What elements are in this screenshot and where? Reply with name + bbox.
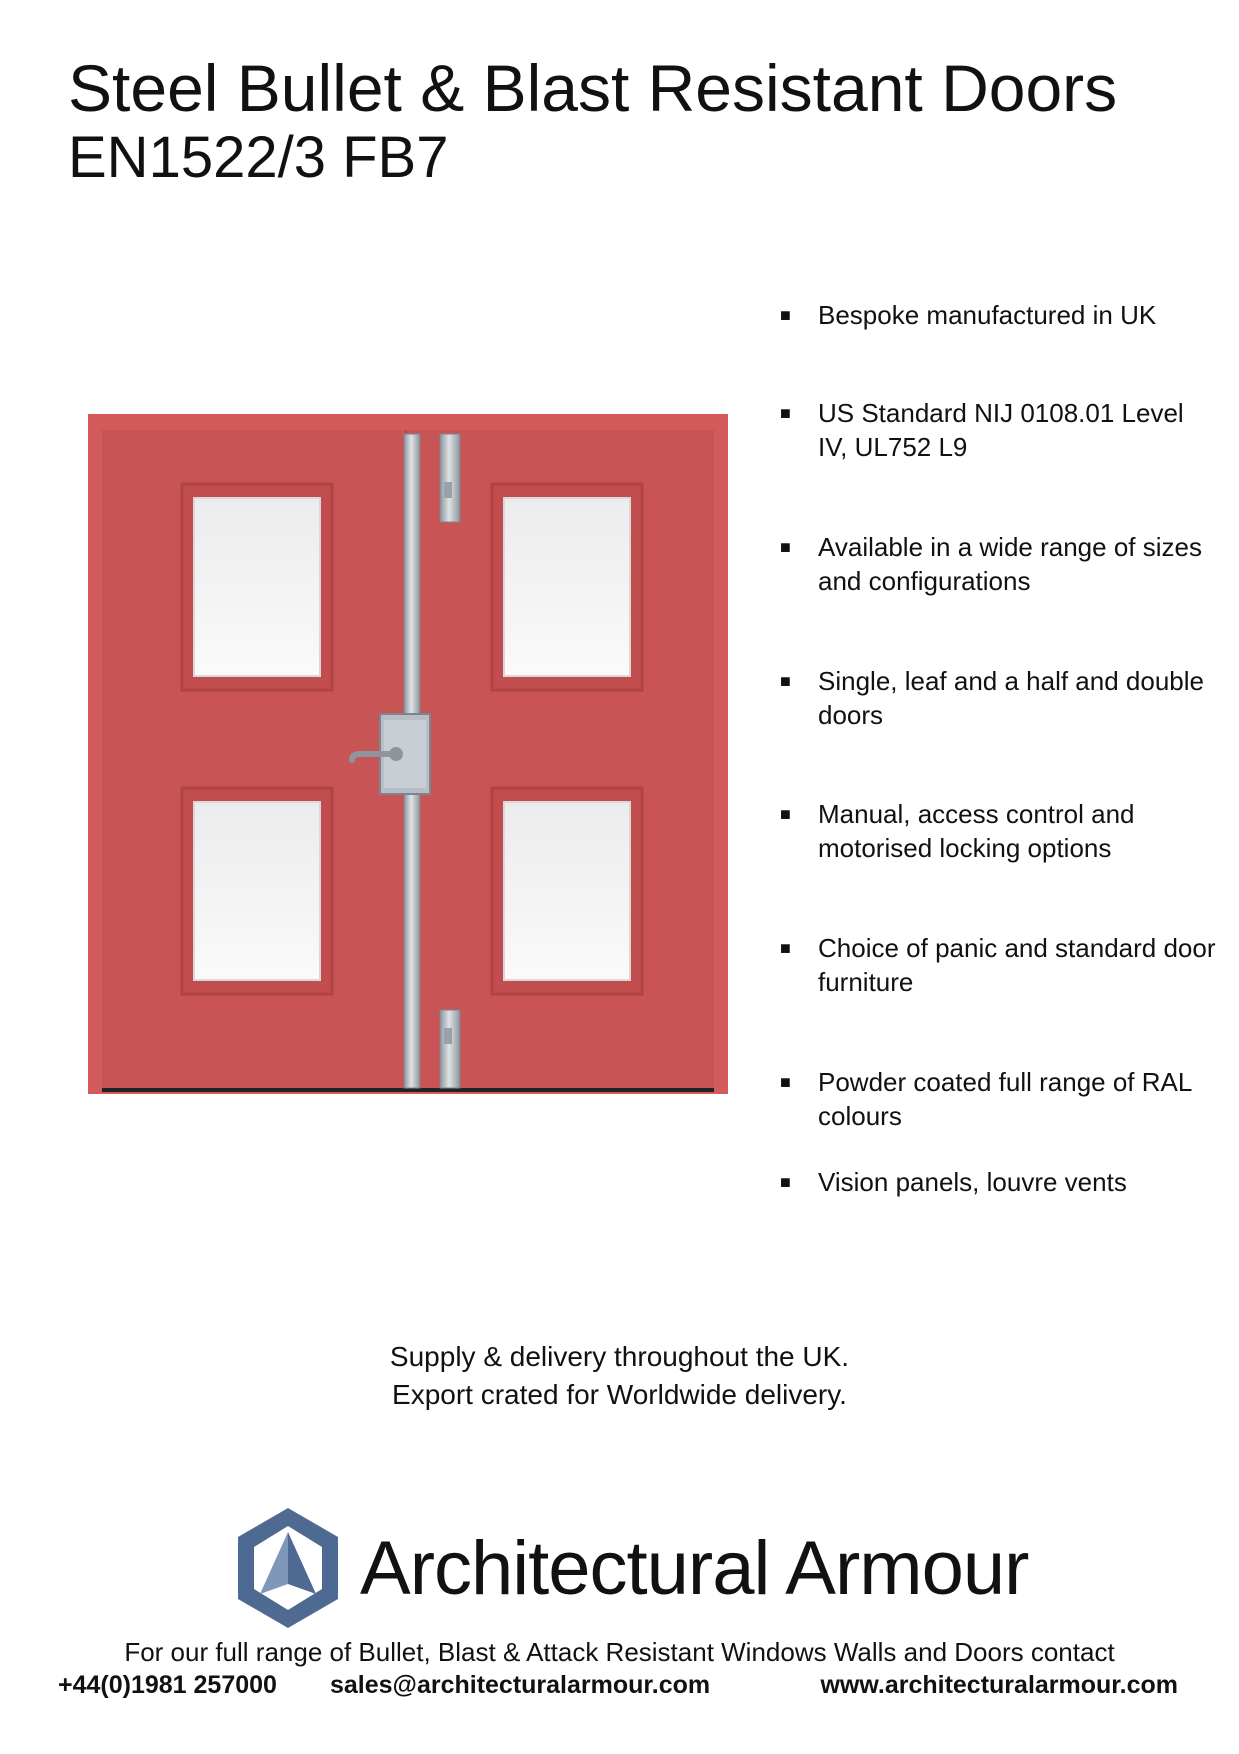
bottom-bolt [440,1010,460,1088]
bullet-icon: ■ [780,1172,791,1192]
feature-item: ■ Vision panels, louvre vents [780,1167,1127,1197]
delivery-line-2: Export crated for Worldwide delivery. [392,1379,847,1410]
feature-item: ■ Bespoke manufactured in UK [780,300,1157,330]
bullet-icon: ■ [780,537,791,557]
vision-panel-top-left [182,484,332,690]
phone-number[interactable]: +44(0)1981 257000 [58,1671,277,1699]
website-link[interactable]: www.architecturalarmour.com [820,1671,1178,1699]
email-link[interactable]: sales@architecturalarmour.com [330,1671,711,1699]
feature-item: ■ Choice of panic and standard door furniture [780,933,1216,997]
feature-item: ■ Single, leaf and a half and double doors [780,666,1204,730]
double-door-image [88,414,728,1094]
brand-name: Architectural Armour [360,1526,1029,1611]
delivery-line-1: Supply & delivery throughout the UK. [389,1341,850,1372]
page-subtitle: EN1522/3 FB7 [68,125,449,190]
bullet-icon: ■ [780,804,791,824]
door-illustration [88,414,728,1099]
feature-item: ■ Powder coated full range of RAL colours [780,1067,1192,1131]
page-title: Steel Bullet & Blast Resistant Doors [68,51,1118,125]
bullet-icon: ■ [780,305,791,325]
top-bolt [440,434,460,522]
contact-intro: For our full range of Bullet, Blast & Attack Resistant Windows Walls and Doors contact [124,1637,1115,1667]
feature-item: ■ Manual, access control and motorised locking options [780,799,1135,863]
feature-item: ■ US Standard NIJ 0108.01 Level IV, UL752 L9 [780,398,1184,462]
delivery-note [0,1338,1239,1414]
bullet-icon: ■ [780,671,791,691]
contact-details [58,1668,1178,1702]
vision-panel-bottom-left [182,788,332,994]
vision-panel-top-right [492,484,642,690]
hexagon-logo-icon [236,1506,340,1630]
bullet-icon: ■ [780,1072,791,1092]
bullet-icon: ■ [780,403,791,423]
vision-panel-bottom-right [492,788,642,994]
feature-item: ■ Available in a wide range of sizes and configurations [780,532,1202,596]
bullet-icon: ■ [780,938,791,958]
